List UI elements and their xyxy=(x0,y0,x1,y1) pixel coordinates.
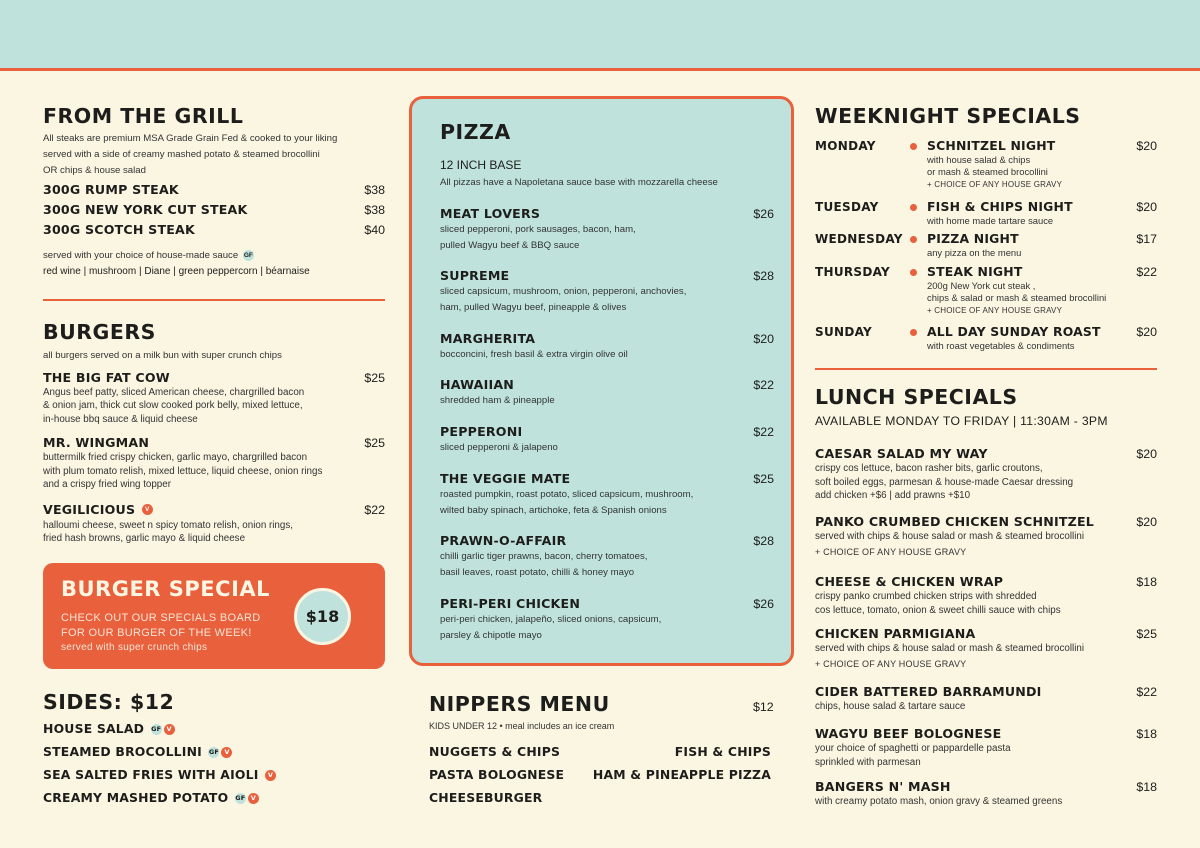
item-name: CIDER BATTERED BARRAMUNDI xyxy=(815,684,1042,699)
pizza-note: All pizzas have a Napoletana sauce base with mozzarella cheese xyxy=(440,177,718,188)
item-name: SEA SALTED FRIES WITH AIOLI xyxy=(43,767,259,782)
item-desc: in-house bbq sauce & liquid cheese xyxy=(43,413,198,425)
item-desc: sliced pepperoni, pork sausages, bacon, ham, xyxy=(440,224,636,235)
item-price: $28 xyxy=(753,534,774,548)
item-name: CREAMY MASHED POTATO xyxy=(43,790,229,805)
item-name: BANGERS N' MASH xyxy=(815,779,951,794)
gravy-note: + CHOICE OF ANY HOUSE GRAVY xyxy=(815,546,967,557)
item-name: 300G SCOTCH STEAK xyxy=(43,222,195,238)
sides-title: SIDES: $12 xyxy=(43,690,175,714)
item-desc: bocconcini, fresh basil & extra virgin olive oil xyxy=(440,349,628,360)
item-desc: chilli garlic tiger prawns, bacon, cherry tomatoes, xyxy=(440,551,648,562)
item-desc: roasted pumpkin, roast potato, sliced capsicum, mushroom, xyxy=(440,489,694,500)
nippers-item: FISH & CHIPS xyxy=(674,744,771,759)
grill-desc-2: served with a side of creamy mashed potato & steamed brocollini xyxy=(43,148,320,160)
item-price: $17 xyxy=(1136,232,1157,246)
grill-title: FROM THE GRILL xyxy=(43,104,244,128)
item-price: $20 xyxy=(1136,200,1157,214)
pizza-item xyxy=(440,424,774,456)
item-desc: chips & salad or mash & steamed brocollini xyxy=(927,292,1107,303)
item-desc: or mash & steamed brocollini xyxy=(927,166,1048,177)
section-divider xyxy=(43,299,385,301)
day-label: WEDNESDAY xyxy=(815,232,903,246)
item-desc: your choice of spaghetti or pappardelle pasta xyxy=(815,743,1011,754)
item-price: $40 xyxy=(364,223,385,238)
item-desc: Angus beef patty, sliced American cheese, chargrilled bacon xyxy=(43,386,305,398)
item-desc: buttermilk fried crispy chicken, garlic mayo, chargrilled bacon xyxy=(43,452,308,464)
bullet-dot-icon xyxy=(910,236,917,243)
item-desc: peri-peri chicken, jalapeño, sliced onions, capsicum, xyxy=(440,614,662,625)
item-price: $22 xyxy=(364,502,385,517)
item-price: $20 xyxy=(1136,515,1157,529)
item-desc: cos lettuce, tomato, onion & sweet chilli sauce with chips xyxy=(815,604,1061,616)
gravy-note: + CHOICE OF ANY HOUSE GRAVY xyxy=(815,658,967,669)
item-price: $20 xyxy=(1136,325,1157,339)
item-desc: chips, house salad & tartare sauce xyxy=(815,701,966,712)
burger-item xyxy=(43,501,385,546)
item-name: MARGHERITA xyxy=(440,331,536,346)
menu-item xyxy=(43,182,385,202)
nippers-item: PASTA BOLOGNESE xyxy=(429,767,565,782)
item-price: $25 xyxy=(753,472,774,486)
item-price: $25 xyxy=(364,370,385,385)
item-desc: sprinkled with parmesan xyxy=(815,756,921,768)
item-price: $22 xyxy=(753,378,774,392)
top-band xyxy=(0,0,1200,68)
day-label: MONDAY xyxy=(815,139,876,153)
item-price: $26 xyxy=(753,597,774,611)
item-name: HOUSE SALAD xyxy=(43,721,145,736)
item-desc: with plum tomato relish, mixed lettuce, liquid cheese, onion rings xyxy=(43,465,323,477)
grill-desc-3: OR chips & house salad xyxy=(43,164,146,176)
item-desc: sliced pepperoni & jalapeno xyxy=(440,442,558,453)
item-price: $26 xyxy=(753,207,774,221)
lunch-title: LUNCH SPECIALS xyxy=(815,385,1018,409)
side-item xyxy=(43,721,175,736)
lunch-item xyxy=(815,684,1157,714)
item-name: PIZZA NIGHT xyxy=(927,231,1019,246)
lunch-item xyxy=(815,574,1157,617)
item-name: CHEESE & CHICKEN WRAP xyxy=(815,574,1004,589)
item-desc: pulled Wagyu beef & BBQ sauce xyxy=(440,239,580,251)
nippers-title: NIPPERS MENU xyxy=(429,692,610,716)
item-price: $38 xyxy=(364,203,385,218)
item-name: SCHNITZEL NIGHT xyxy=(927,138,1056,153)
lunch-item xyxy=(815,446,1157,503)
burger-special-line: FOR OUR BURGER OF THE WEEK! xyxy=(61,627,252,639)
bullet-dot-icon xyxy=(910,329,917,336)
item-name: HAWAIIAN xyxy=(440,377,515,392)
side-item xyxy=(43,744,232,759)
item-name: PERI-PERI CHICKEN xyxy=(440,596,581,611)
bullet-dot-icon xyxy=(910,269,917,276)
top-divider xyxy=(0,68,1200,71)
item-desc: soft boiled eggs, parmesan & house-made Caesar dressing xyxy=(815,476,1074,488)
item-desc: with roast vegetables & condiments xyxy=(927,340,1075,351)
grill-section xyxy=(43,103,385,280)
item-name: PRAWN-O-AFFAIR xyxy=(440,533,567,548)
item-name: ALL DAY SUNDAY ROAST xyxy=(927,324,1101,339)
item-desc: halloumi cheese, sweet n spicy tomato relish, onion rings, xyxy=(43,519,293,531)
item-name: SUPREME xyxy=(440,268,510,283)
lunch-item xyxy=(815,514,1157,557)
day-label: THURSDAY xyxy=(815,265,891,279)
item-desc: sliced capsicum, mushroom, onion, pepperoni, anchovies, xyxy=(440,286,687,297)
burgers-desc: all burgers served on a milk bun with super crunch chips xyxy=(43,350,282,361)
pizza-item xyxy=(440,471,774,519)
nippers-note: KIDS UNDER 12 • meal includes an ice cream xyxy=(429,721,615,731)
gravy-note: + CHOICE OF ANY HOUSE GRAVY xyxy=(927,180,1063,189)
item-desc: served with chips & house salad or mash & steamed brocollini xyxy=(815,643,1085,654)
burgers-title: BURGERS xyxy=(43,320,156,344)
burger-special-title: BURGER SPECIAL xyxy=(61,577,271,601)
weeknight-item xyxy=(927,138,1157,189)
nippers-item: CHEESEBURGER xyxy=(429,790,543,805)
lunch-item xyxy=(815,626,1157,669)
gluten-free-badge: GF xyxy=(235,794,246,802)
nippers-price: $12 xyxy=(753,700,774,714)
pizza-item xyxy=(440,268,774,316)
pizza-base: 12 INCH BASE xyxy=(440,158,522,172)
item-name: PEPPERONI xyxy=(440,424,523,439)
item-price: $20 xyxy=(753,332,774,346)
gluten-free-badge: GF xyxy=(243,252,253,260)
item-name: THE BIG FAT COW xyxy=(43,369,170,385)
item-name: VEGILICIOUS xyxy=(43,501,136,517)
pizza-item xyxy=(440,533,774,581)
sauce-note xyxy=(43,248,385,264)
item-addons: add chicken +$6 | add prawns +$10 xyxy=(815,490,971,501)
item-desc: parsley & chipotle mayo xyxy=(440,629,542,641)
item-name: FISH & CHIPS NIGHT xyxy=(927,199,1073,214)
item-name: 300G NEW YORK CUT STEAK xyxy=(43,202,248,218)
item-name: MEAT LOVERS xyxy=(440,206,541,221)
item-desc: served with chips & house salad or mash & steamed brocollini xyxy=(815,531,1085,542)
grill-desc-1: All steaks are premium MSA Grade Grain Fed & cooked to your liking xyxy=(43,133,338,144)
sauce-list: red wine | mushroom | Diane | green peppercorn | béarnaise xyxy=(43,266,310,278)
item-price: $25 xyxy=(364,436,385,451)
pizza-panel xyxy=(409,96,794,666)
gravy-note: + CHOICE OF ANY HOUSE GRAVY xyxy=(927,306,1063,315)
item-desc: and a crispy fried wing topper xyxy=(43,479,171,491)
item-name: CAESAR SALAD MY WAY xyxy=(815,446,988,461)
burger-special-panel xyxy=(43,563,385,669)
item-desc: crispy cos lettuce, bacon rasher bits, garlic croutons, xyxy=(815,463,1043,474)
item-name: CHICKEN PARMIGIANA xyxy=(815,626,976,641)
item-desc: basil leaves, roast potato, chilli & honey mayo xyxy=(440,566,635,578)
burger-special-line: CHECK OUT OUR SPECIALS BOARD xyxy=(61,612,261,624)
item-name: WAGYU BEEF BOLOGNESE xyxy=(815,726,1002,741)
nippers-item: HAM & PINEAPPLE PIZZA xyxy=(592,767,771,782)
item-price: $38 xyxy=(364,183,385,198)
section-divider xyxy=(815,368,1157,370)
item-name: PANKO CRUMBED CHICKEN SCHNITZEL xyxy=(815,514,1095,529)
item-name: THE VEGGIE MATE xyxy=(440,471,571,486)
weeknight-item xyxy=(927,199,1157,227)
burger-item xyxy=(43,435,385,492)
bullet-dot-icon xyxy=(910,143,917,150)
item-price: $18 xyxy=(1136,727,1157,741)
side-item xyxy=(43,767,276,782)
item-price: $20 xyxy=(1136,447,1157,461)
item-desc: with creamy potato mash, onion gravy & steamed greens xyxy=(815,796,1063,807)
nippers-item: NUGGETS & CHIPS xyxy=(429,744,561,759)
sauce-note-text: served with your choice of house-made sauce xyxy=(43,250,239,262)
pizza-title: PIZZA xyxy=(440,120,511,144)
burger-special-line: served with super crunch chips xyxy=(61,642,208,653)
pizza-item xyxy=(440,206,774,254)
bullet-dot-icon xyxy=(910,204,917,211)
side-item xyxy=(43,790,259,805)
weeknight-item xyxy=(927,264,1157,315)
vegetarian-badge: V xyxy=(221,747,232,758)
item-desc: ham, pulled Wagyu beef, pineapple & olives xyxy=(440,301,627,313)
item-desc: shredded ham & pineapple xyxy=(440,395,555,406)
item-desc: & onion jam, thick cut slow cooked pork belly, mixed lettuce, xyxy=(43,400,303,412)
menu-item xyxy=(43,222,385,242)
vegetarian-badge: V xyxy=(265,770,276,781)
item-price: $22 xyxy=(1136,685,1157,699)
item-desc: fried hash browns, garlic mayo & liquid cheese xyxy=(43,533,246,545)
item-name: STEAK NIGHT xyxy=(927,264,1023,279)
item-name: STEAMED BROCOLLINI xyxy=(43,744,202,759)
menu-item xyxy=(43,202,385,222)
weeknight-item xyxy=(927,231,1157,259)
item-price: $22 xyxy=(753,425,774,439)
item-price: $18 xyxy=(1136,780,1157,794)
day-label: TUESDAY xyxy=(815,200,879,214)
vegetarian-badge: V xyxy=(142,504,153,515)
weeknight-item xyxy=(927,324,1157,352)
item-price: $28 xyxy=(753,269,774,283)
item-desc: any pizza on the menu xyxy=(927,247,1022,258)
vegetarian-badge: V xyxy=(164,724,175,735)
item-desc: with home made tartare sauce xyxy=(927,215,1054,226)
item-name: MR. WINGMAN xyxy=(43,435,150,451)
item-price: $25 xyxy=(1136,627,1157,641)
item-price: $18 xyxy=(1136,575,1157,589)
pizza-item xyxy=(440,596,774,644)
item-desc: wilted baby spinach, artichoke, feta & Spanish onions xyxy=(440,504,667,516)
day-label: SUNDAY xyxy=(815,325,873,339)
lunch-item xyxy=(815,779,1157,809)
gluten-free-badge: GF xyxy=(151,725,162,733)
item-name: 300G RUMP STEAK xyxy=(43,182,179,198)
weeknight-title: WEEKNIGHT SPECIALS xyxy=(815,104,1081,128)
item-price: $20 xyxy=(1136,139,1157,153)
item-desc: with house salad & chips xyxy=(927,154,1031,165)
item-desc: 200g New York cut steak , xyxy=(927,280,1036,291)
pizza-item xyxy=(440,377,774,409)
vegetarian-badge: V xyxy=(248,793,259,804)
gluten-free-badge: GF xyxy=(208,748,220,756)
pizza-item xyxy=(440,331,774,363)
burgers-section xyxy=(43,319,385,546)
lunch-availability: AVAILABLE MONDAY TO FRIDAY | 11:30AM - 3PM xyxy=(815,414,1108,428)
item-desc: crispy panko crumbed chicken strips with shredded xyxy=(815,591,1037,602)
burger-item xyxy=(43,370,385,427)
item-price: $22 xyxy=(1136,265,1157,279)
burger-special-price: $18 xyxy=(294,588,351,645)
lunch-item xyxy=(815,726,1157,769)
